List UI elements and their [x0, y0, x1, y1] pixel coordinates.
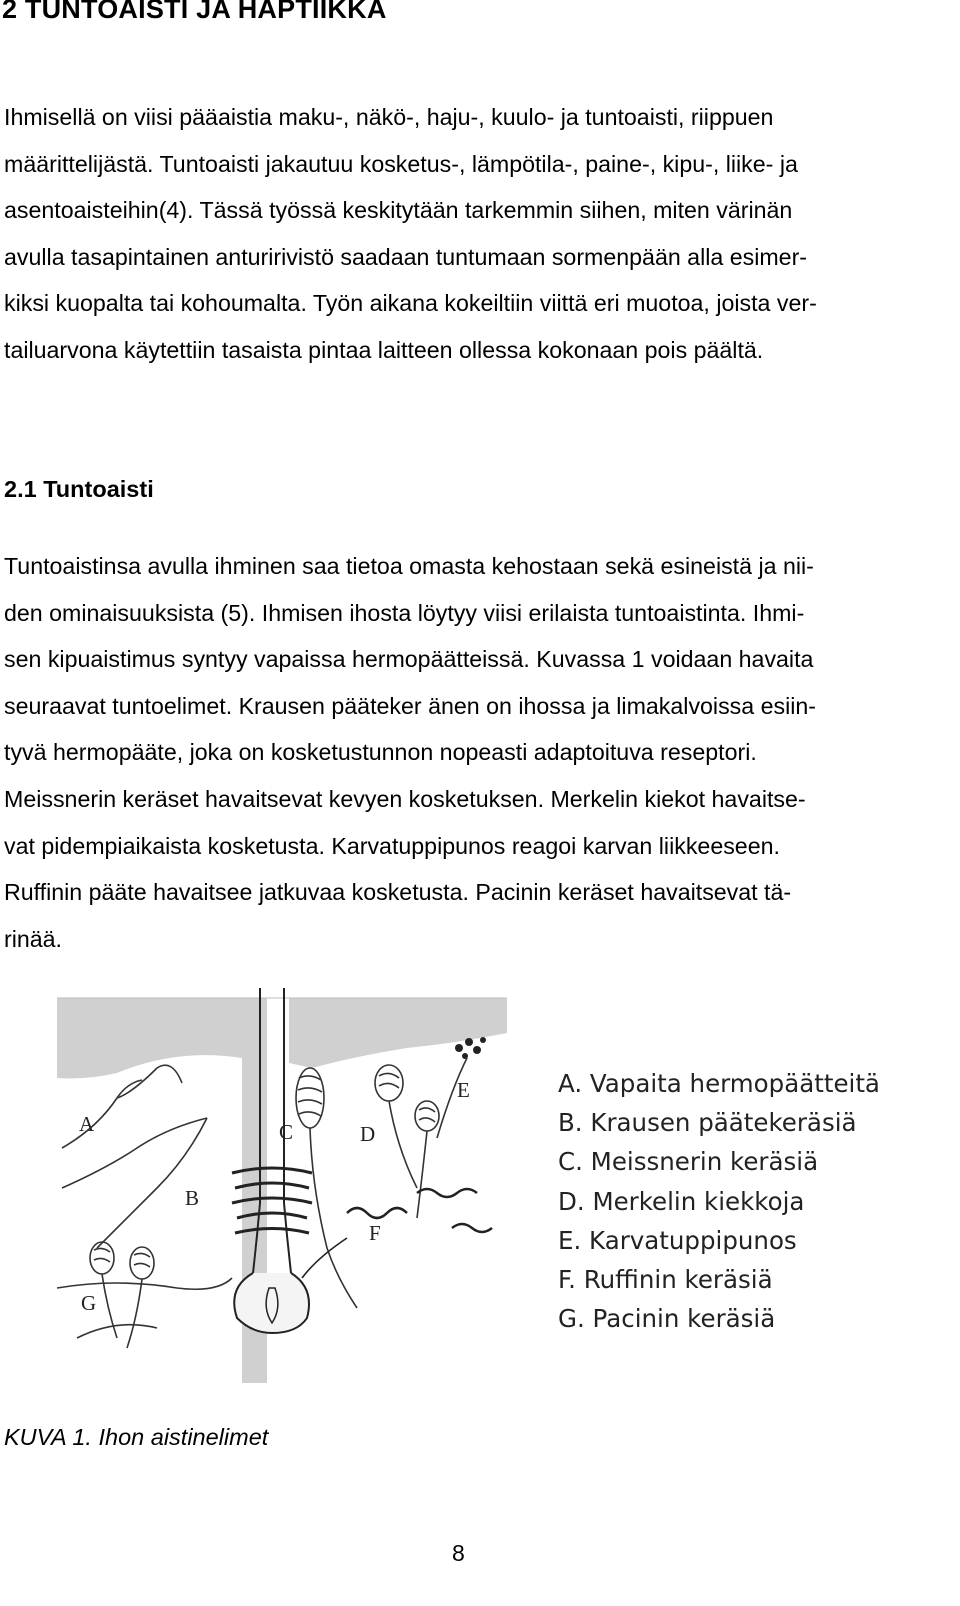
legend-item: C. Meissnerin keräsiä [558, 1147, 819, 1177]
epidermis-layer-right [289, 998, 507, 1068]
legend-item: B. Krausen päätekeräsiä [558, 1108, 857, 1138]
page-number: 8 [452, 1540, 465, 1566]
paragraph-line: sen kipuaistimus syntyy vapaissa hermopäätteissä. Kuvassa 1 voidaan havaita [4, 646, 814, 673]
paragraph-line: avulla tasapintainen anturirivistö saadaan tuntumaan sormenpään alla esimer- [4, 243, 808, 270]
legend-item: A. Vapaita hermopäätteitä [558, 1069, 880, 1098]
diagram-label-d: D [360, 1122, 376, 1146]
paragraph-line: Meissnerin keräset havaitsevat kevyen kosketuksen. Merkelin kiekot havaitse- [4, 785, 806, 812]
paragraph-line: Tuntoaistinsa avulla ihminen saa tietoa omasta kehostaan sekä esineistä ja nii- [4, 553, 814, 579]
diagram-label-c: C [279, 1120, 294, 1144]
paragraph-line: tyvä hermopääte, joka on kosketustunnon nopeasti adaptoituva reseptori. [4, 739, 757, 766]
paragraph-line: seuraavat tuntoelimet. Krausen pääteker änen on ihossa ja limakalvoissa esiin- [4, 692, 817, 719]
figure-legend [558, 1064, 880, 1338]
pacinian-corpuscles [90, 1242, 154, 1348]
chapter-heading: 2 TUNTOAISTI JA HAPTIIKKA [2, 0, 387, 24]
epidermis-layer [57, 998, 267, 1383]
paragraph-line: määrittelijästä. Tuntoaisti jakautuu kosketus-, lämpötila-, paine-, kipu-, liike- ja [4, 150, 798, 177]
diagram-label-b: B [185, 1186, 200, 1210]
paragraph-line: Ruffinin pääte havaitsee jatkuvaa kosketusta. Pacinin keräset havaitsevat tä- [4, 879, 792, 906]
legend-item: G. Pacinin keräsiä [558, 1304, 776, 1334]
diagram-label-e: E [457, 1078, 470, 1102]
diagram-label-f: F [369, 1221, 381, 1245]
section-paragraph [4, 543, 954, 962]
skin-receptor-figure [57, 988, 937, 1408]
section-heading: 2.1 Tuntoaisti [4, 476, 154, 502]
legend-item: E. Karvatuppipunos [558, 1225, 797, 1255]
diagram-label-a: A [79, 1112, 95, 1136]
ruffini-endings [302, 1189, 492, 1278]
paragraph-line: rinää. [4, 925, 63, 952]
paragraph-line: kiksi kuopalta tai kohoumalta. Työn aikana kokeiltiin viittä eri muotoa, joista ver- [4, 290, 817, 317]
paragraph-line: asentoaisteihin(4). Tässä työssä keskitytään tarkemmin siihen, miten värinän [4, 197, 793, 224]
paragraph-line: Ihmisellä on viisi pääaistia maku-, näkö-, haju-, kuulo- ja tuntoaisti, riippuen [4, 104, 774, 130]
paragraph-line: vat pidempiaikaista kosketusta. Karvatuppipunos reagoi karvan liikkeeseen. [4, 832, 780, 859]
paragraph-line: den ominaisuuksista (5). Ihmisen ihosta löytyy viisi erilaista tuntoaistinta. Ihmi- [4, 599, 805, 626]
intro-paragraph [4, 94, 954, 374]
figure-caption: KUVA 1. Ihon aistinelimet [4, 1424, 269, 1450]
paragraph-line: tailuarvona käytettiin tasaista pintaa laitteen ollessa kokonaan pois päältä. [4, 336, 764, 363]
merkel-discs [375, 1065, 439, 1218]
legend-item: F. Ruffinin keräsiä [558, 1265, 773, 1295]
legend-item: D. Merkelin kiekkoja [558, 1186, 805, 1216]
diagram-label-g: G [81, 1291, 97, 1315]
skin-cross-section-diagram [57, 988, 517, 1408]
